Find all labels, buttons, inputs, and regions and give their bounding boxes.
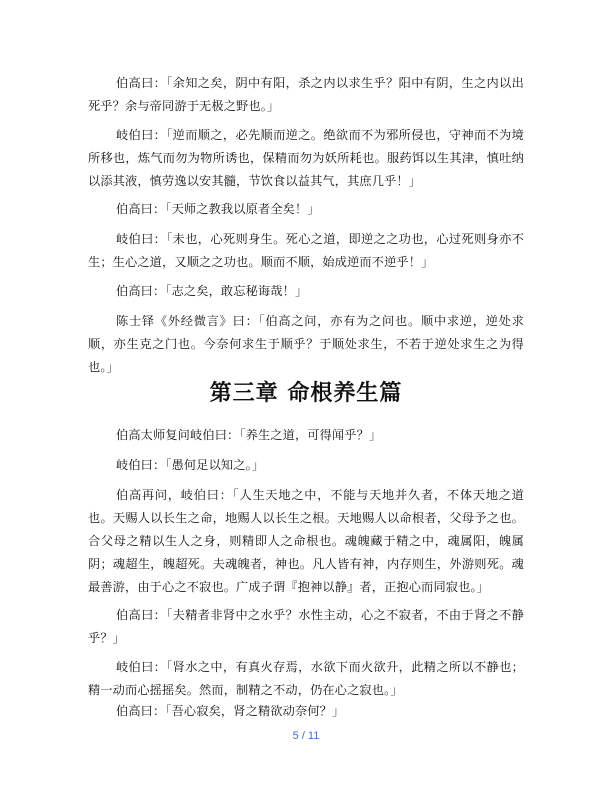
paragraph: 伯高曰：「夫精者非肾中之水乎？水性主动，心之不寂者，不由于肾之不静乎？」 xyxy=(88,608,524,645)
page-number: 5 / 11 xyxy=(292,730,320,742)
paragraph: 岐伯曰：「愚何足以知之。」 xyxy=(116,458,265,472)
chapter-title: 第三章 命根养生篇 xyxy=(209,381,403,406)
paragraph: 伯高再问，岐伯曰：「人生天地之中，不能与天地并久者，不体天地之道也。天赐人以长生之命，地赐人以长生之根。天地赐人以命根者，父母予之也。合父母之精以生人之身，则精即人之命根也。魂魄藏于精之中，魂属阳，魄属阴；魂超生，魄超死。夫魂魄者，神也。凡人皆有神，内存则生，外游则死。魂最善游，由于心之不寂也。广成子谓『抱神以静』者，正抱心而同寂也。」 xyxy=(88,488,524,594)
paragraph: 伯高曰：「吾心寂矣，肾之精欲动奈何？」 xyxy=(116,704,345,718)
paragraph: 岐伯曰：「肾水之中，有真火存焉，水欲下而火欲升，此精之所以不静也；精一动而心摇摇矣。然而，制精之不动，仍在心之寂也。」 xyxy=(88,660,524,697)
paragraph: 陈士铎《外经微言》曰：「伯高之问，亦有为之问也。顺中求逆，逆处求顺，亦生克之门也。今奈何求生于顺乎？于顺处求生，不若于逆处求生之为得也。」 xyxy=(88,314,524,374)
paragraph: 岐伯曰：「未也，心死则身生。死心之道，即逆之之功也，心过死则身亦不生；生心之道，又顺之之功也。顺而不顺，始成逆而不逆乎！」 xyxy=(88,232,524,269)
paragraph: 伯高曰：「志之矣，敢忘秘诲哉！」 xyxy=(116,284,308,298)
paragraph: 岐伯曰：「逆而顺之，必先顺而逆之。绝欲而不为邪所侵也，守神而不为境所移也，炼气而勿为物所诱也，保精而勿为妖所耗也。服药饵以生其津，慎吐纳以添其液，慎劳逸以安其髓，节饮食以益其气，其庶几乎！」 xyxy=(88,128,524,188)
paragraph: 伯高曰：「余知之矣，阴中有阳，杀之内以求生乎？阳中有阴，生之内以出死乎？余与帝同游于无极之野也。」 xyxy=(88,76,524,113)
paragraph: 伯高曰：「天师之教我以原者全矣！」 xyxy=(116,202,320,216)
paragraph: 伯高太师复问岐伯曰：「养生之道，可得闻乎？」 xyxy=(116,428,382,442)
